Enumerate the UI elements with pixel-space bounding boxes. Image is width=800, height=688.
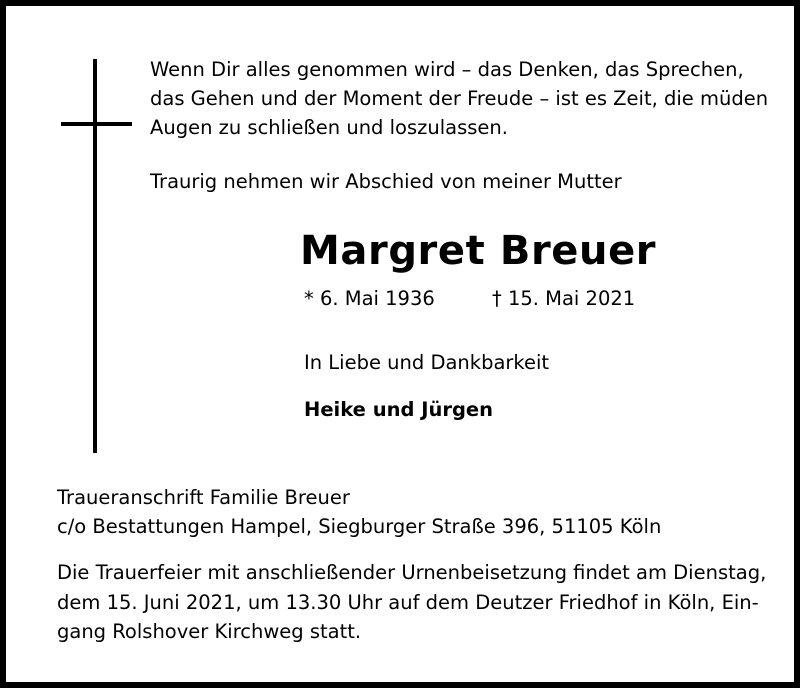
cross-horizontal-bar <box>61 122 132 126</box>
quote-line-2: das Gehen und der Moment der Freude – ist es Zeit, die müden <box>150 87 769 110</box>
address-line-1: Traueranschrift Familie Breuer <box>57 486 350 509</box>
quote-line-1: Wenn Dir alles genommen wird – das Denken, das Sprechen, <box>150 58 744 81</box>
ceremony-line-3: gang Rolshover Kirchweg statt. <box>57 620 362 643</box>
deceased-name: Margret Breuer <box>300 228 657 274</box>
quote-line-3: Augen zu schließen und loszulassen. <box>150 116 508 139</box>
ceremony-line-2: dem 15. Juni 2021, um 13.30 Uhr auf dem Deutzer Friedhof in Köln, Ein- <box>57 591 759 614</box>
closing-text: In Liebe und Dankbarkeit <box>304 351 550 374</box>
birth-date: * 6. Mai 1936 <box>304 287 435 310</box>
address-line-2: c/o Bestattungen Hampel, Siegburger Straße 396, 51105 Köln <box>57 515 662 538</box>
cross-vertical-bar <box>93 59 97 453</box>
ceremony-line-1: Die Trauerfeier mit anschließender Urnenbeisetzung findet am Dienstag, <box>57 561 767 584</box>
signatories: Heike und Jürgen <box>304 398 494 421</box>
intro-text: Traurig nehmen wir Abschied von meiner Mutter <box>150 170 622 193</box>
death-date: † 15. Mai 2021 <box>492 287 636 310</box>
